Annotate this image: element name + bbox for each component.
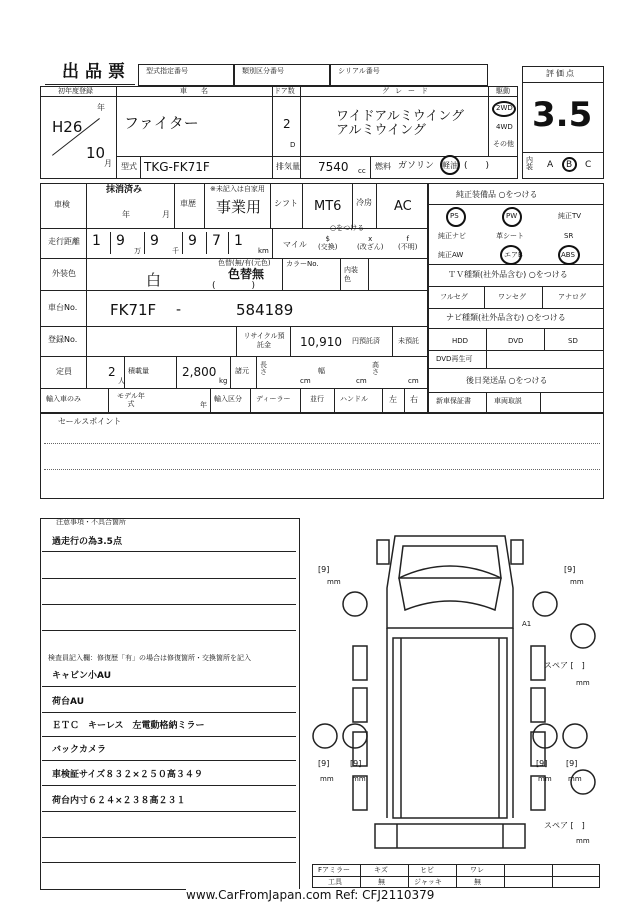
ac-label: 冷房: [356, 198, 372, 207]
navi-sd: SD: [568, 337, 578, 345]
mileage-digit-4: 9: [188, 233, 197, 249]
first-reg-year-era: H26: [52, 118, 83, 136]
truck-diagram: [305, 528, 605, 858]
grade-line1: ワイドアルミウイング: [336, 109, 465, 124]
drive-label: 駆動: [496, 87, 510, 95]
legend-header-2: キズ: [374, 866, 388, 874]
watermark: www.CarFromJapan.com Ref: CFJ2110379: [186, 888, 435, 902]
import-parallel: 並行: [310, 395, 324, 403]
mm-fl: mm: [327, 578, 341, 586]
capacity-value: 2: [108, 365, 116, 379]
mm-rr1: mm: [538, 775, 552, 783]
tv-header: ＴＶ種類(社外品含む) ○をつける: [448, 270, 568, 279]
model-value: TKG-FK71F: [144, 160, 210, 174]
drive-4wd: 4WD: [496, 123, 513, 131]
equip-sr: SR: [564, 232, 574, 240]
tire-mark-rr2: [9]: [566, 759, 578, 768]
tv-oneseg: ワンセグ: [498, 293, 526, 301]
tv-analog: アナログ: [558, 293, 586, 301]
fuel-diesel: 軽油: [442, 161, 458, 170]
navi-header: ナビ種類(社外品含む) ○をつける: [446, 313, 566, 322]
inspector-line-6: 荷台内寸６２４×２３８高２３１: [52, 796, 186, 806]
mark-exchange: $ (交換): [318, 235, 338, 251]
tire-mark-fl: [9]: [318, 565, 330, 574]
shift-label: シフト: [274, 199, 298, 208]
shaken-year-unit: 年: [122, 210, 130, 219]
drive-2wd: 2WD: [496, 104, 513, 112]
car-name-label: 車名: [180, 87, 222, 95]
color-change-value: 色替無: [228, 267, 265, 281]
circle-note: ○をつける: [330, 224, 365, 232]
shaken-value: 抹消済み: [106, 185, 143, 195]
chassis-number: 584189: [236, 301, 294, 319]
interior-c: C: [585, 160, 592, 170]
chassis-prefix: FK71F: [110, 301, 157, 319]
spare-label-2: スペア [ ]: [544, 821, 585, 830]
mileage-digit-5: 7: [212, 233, 221, 249]
equip-ps: PS: [450, 212, 459, 220]
mm-rl1: mm: [320, 775, 334, 783]
length-unit: cm: [300, 377, 311, 385]
fuel-gasoline: ガソリン: [398, 161, 435, 171]
load-label: 積載量: [128, 367, 149, 375]
dvd-playback: DVD再生可: [436, 355, 473, 363]
recycle-value: 10,910: [300, 335, 342, 349]
displacement-label: 排気量: [276, 162, 300, 171]
exterior-label: 外装色: [52, 269, 76, 278]
mileage-sen-unit: 千: [172, 247, 179, 255]
inspector-header: 検査員記入欄：修復歴「有」の場合は修復箇所・交換箇所を記入: [48, 654, 251, 662]
mark-unknown: f (不明): [398, 235, 418, 251]
grade-line2: アルミウイング: [336, 123, 426, 138]
spare-label-1: スペア [ ]: [544, 661, 585, 670]
model-label: 型式: [121, 162, 137, 171]
handle-left: 左: [389, 395, 397, 404]
width-label: 幅: [318, 367, 325, 375]
import-label: 輸入車のみ: [46, 395, 81, 403]
doors-label: ドア数: [274, 87, 295, 95]
capacity-label: 定員: [56, 367, 72, 376]
inspector-line-2: 荷台AU: [52, 697, 84, 707]
first-reg-label: 初年度登録: [58, 87, 93, 95]
recycle-no: 未預託: [398, 337, 419, 345]
dims-label: 諸元: [235, 367, 249, 375]
mm-spare-1: mm: [576, 679, 590, 687]
color-paren: ( ): [212, 281, 256, 291]
legend-row-1: 工具: [328, 878, 342, 886]
equip-leather: 革シート: [496, 232, 524, 240]
fuel-paren: ( ): [464, 161, 490, 171]
after-warranty: 新車保証書: [436, 397, 471, 405]
import-dealer: ディーラー: [256, 395, 291, 403]
width-unit: cm: [356, 377, 367, 385]
equipment-header: 純正装備品 ○をつける: [456, 190, 538, 199]
legend-row-3: ジャッキ: [414, 878, 442, 886]
notes-header: 注意事項・不具合箇所: [56, 518, 126, 526]
handle-right: 右: [410, 395, 418, 404]
capacity-unit: 人: [118, 377, 125, 385]
equip-pw: PW: [506, 212, 518, 220]
interior-label: 内装: [526, 156, 533, 171]
height-unit: cm: [408, 377, 419, 385]
equip-abs: ABS: [561, 251, 575, 259]
equip-aw: 純正AW: [438, 251, 464, 259]
mileage-digit-2: 9: [116, 233, 125, 249]
int-color-label: 内装色: [344, 266, 358, 284]
tire-mark-rl2: [9]: [350, 759, 362, 768]
notes-line-1: 過走行の為3.5点: [52, 537, 122, 547]
legend-header-1: Fアミラー: [318, 866, 351, 874]
form-title: 出品票: [62, 62, 131, 82]
shaken-label: 車検: [54, 200, 70, 209]
shaken-month-unit: 月: [162, 210, 170, 219]
ac-value: AC: [394, 199, 412, 214]
category-label: 類別区分番号: [242, 67, 284, 75]
mm-rr2: mm: [568, 775, 582, 783]
history-note: ※未記入は自家用: [210, 185, 265, 193]
load-unit: kg: [219, 377, 228, 385]
recycle-unit: 円預託済: [352, 337, 380, 345]
interior-a: A: [547, 160, 554, 170]
legend-row-4: 無: [474, 878, 481, 886]
interior-b: B: [566, 160, 573, 170]
tire-mark-rr1: [9]: [536, 759, 548, 768]
tv-fullseg: フルセグ: [440, 293, 468, 301]
inspector-line-4: バックカメラ: [52, 745, 107, 755]
reg-no-label: 登録No.: [48, 335, 78, 344]
history-value: 事業用: [216, 198, 262, 216]
inspector-line-1: キャビン小AU: [52, 671, 111, 681]
color-no-label: カラーNo.: [286, 260, 319, 268]
equip-tv: 純正TV: [558, 212, 582, 220]
mm-fr: mm: [570, 578, 584, 586]
cc-unit: cc: [358, 167, 366, 175]
handle-label: ハンドル: [340, 395, 368, 403]
shift-value: MT6: [314, 199, 342, 214]
year-unit: 年: [97, 103, 105, 112]
mileage-km-unit: km: [258, 247, 269, 255]
exterior-value: 白: [146, 271, 162, 289]
sales-point-label: セールスポイント: [58, 417, 122, 426]
mm-rl2: mm: [352, 775, 366, 783]
sales-point-box: [40, 413, 604, 499]
inspector-line-3: ＥＴＣ キーレス 左電動格納ミラー: [52, 721, 205, 731]
mile-label: マイル: [283, 240, 307, 249]
legend-header-4: ワレ: [470, 866, 484, 874]
inspector-line-5: 車検証サイズ８３２×２５０高３４９: [52, 770, 203, 780]
eval-label: 評価点: [546, 69, 576, 78]
height-label: 高さ: [372, 361, 379, 376]
grade-label: グレード: [382, 87, 434, 95]
dent-label-a1: A1: [522, 620, 532, 628]
history-label: 車歴: [180, 199, 196, 208]
mileage-man-unit: 万: [134, 247, 141, 255]
model-year-unit: 年: [200, 401, 207, 409]
displacement-value: 7540: [318, 160, 349, 174]
navi-dvd: DVD: [508, 337, 524, 345]
navi-hdd: HDD: [452, 337, 469, 345]
recycle-label: リサイクル預託金: [243, 332, 285, 350]
drive-other: その他: [493, 140, 514, 148]
car-name: ファイター: [124, 114, 199, 132]
legend-row-2: 無: [378, 878, 385, 886]
tire-mark-fr: [9]: [564, 565, 576, 574]
length-label: 長さ: [260, 361, 267, 376]
legend-header-3: ヒビ: [420, 866, 434, 874]
after-header: 後日発送品 ○をつける: [466, 376, 548, 385]
serial-label: シリアル番号: [338, 67, 380, 75]
type-cert-label: 型式指定番号: [146, 67, 188, 75]
chassis-label: 車台No.: [48, 303, 78, 312]
month-unit: 月: [104, 159, 112, 168]
mileage-digit-3: 9: [150, 233, 159, 249]
tire-mark-rl1: [9]: [318, 759, 330, 768]
load-value: 2,800: [182, 365, 217, 379]
equip-airbag: エアB: [504, 251, 523, 259]
inspection-block: [40, 183, 428, 413]
doors-value: 2: [283, 117, 291, 131]
after-manual: 車両取説: [494, 397, 522, 405]
import-type-label: 輸入区分: [214, 395, 242, 403]
chassis-dash: -: [176, 302, 182, 318]
equip-navi: 純正ナビ: [438, 232, 466, 240]
fuel-label: 燃料: [375, 162, 391, 171]
mark-tampered: x (改ざん): [357, 235, 384, 251]
mileage-digit-1: 1: [92, 233, 101, 249]
doors-unit: D: [290, 141, 296, 149]
mileage-digit-6: 1: [234, 233, 243, 249]
mm-spare-2: mm: [576, 837, 590, 845]
first-reg-month: 10: [86, 144, 106, 162]
color-change-label: 色替(無/有(元色): [218, 259, 271, 267]
mileage-label: 走行距離: [48, 237, 80, 246]
eval-score: 3.5: [532, 95, 593, 135]
model-year-label: モデル年式: [117, 392, 145, 409]
